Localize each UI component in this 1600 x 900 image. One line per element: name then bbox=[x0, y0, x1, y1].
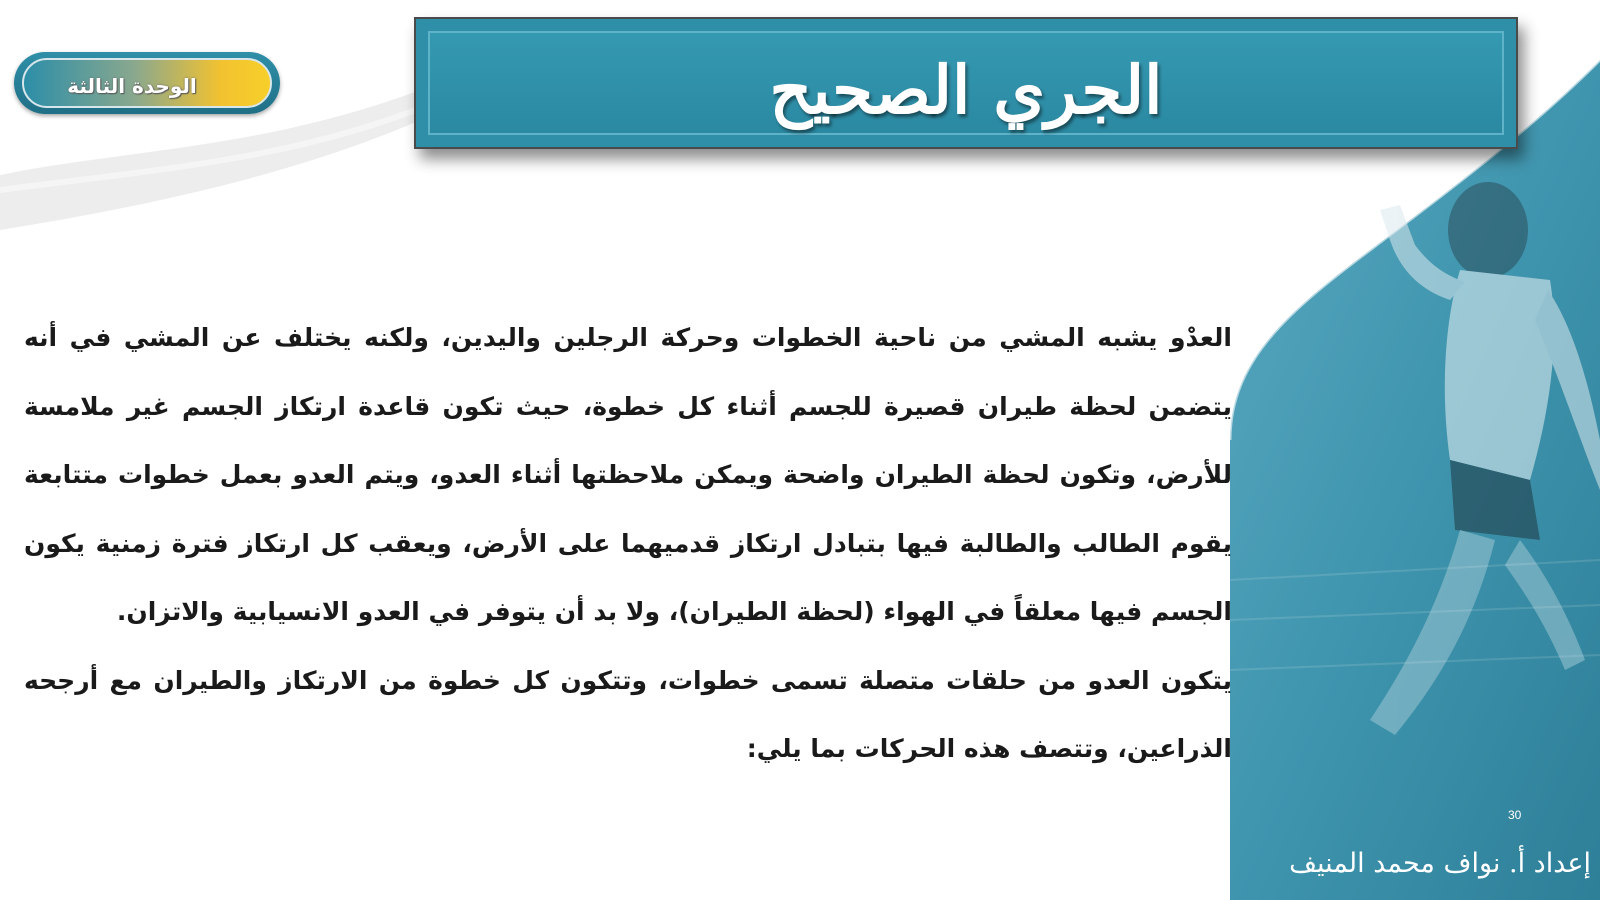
runner-image-panel bbox=[1230, 60, 1600, 900]
lesson-body bbox=[24, 304, 1232, 784]
page-number: 30 bbox=[1508, 808, 1522, 822]
paragraph-1: العدْو يشبه المشي من ناحية الخطوات وحركة الرجلين واليدين، ولكنه يختلف عن المشي في أنه يتضمن لحظة طيران قصيرة للجسم أثناء كل خطوة، حيث تكون قاعدة ارتكاز الجسم غير ملامسة للأرض، وتكون لحظة الطيران واضحة ويمكن ملاحظتها أثناء العدو، ويتم العدو بعمل خطوات متتابعة يقوم الطالب والطالبة فيها بتبادل ارتكاز قدميهما على الأرض، ويعقب كل ارتكاز فترة زمنية يكون الجسم فيها معلقاً في الهواء (لحظة الطيران)، ولا بد أن يتوفر في العدو الانسيابية والاتزان. bbox=[24, 323, 1232, 626]
author-credit: إعداد أ. نواف محمد المنيف bbox=[1289, 848, 1591, 879]
page-title: الجري الصحيح bbox=[769, 51, 1163, 129]
paragraph-2: يتكون العدو من حلقات متصلة تسمى خطوات، وتتكون كل خطوة من الارتكاز والطيران مع أرجحه الذراعين، وتتصف هذه الحركات بما يلي: bbox=[24, 665, 1232, 763]
title-banner-inner bbox=[428, 31, 1504, 135]
unit-badge bbox=[14, 52, 280, 114]
unit-badge-label: الوحدة الثالثة bbox=[67, 74, 197, 98]
unit-badge-inner bbox=[22, 58, 272, 108]
title-banner bbox=[414, 17, 1518, 149]
